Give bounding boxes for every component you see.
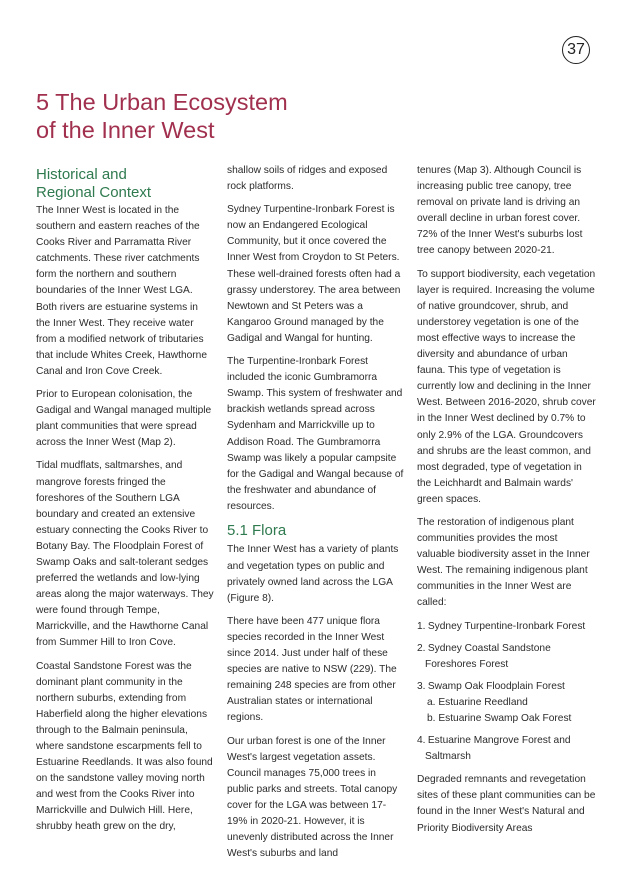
section-heading-line-2: Regional Context — [36, 183, 152, 201]
paragraph: Degraded remnants and revegetation sites of these plant communities can be found in the Inner West's Natural and Priority Biodiversity Areas — [417, 774, 596, 834]
paragraph: Our urban forest is one of the Inner West's largest vegetation assets. Council manages 75,000 trees in public parks and streets. Total canopy cover for the LGA was between 17-19% in 2020-21. However, it is unevenly distributed across the Inner West's suburbs and land — [227, 735, 398, 860]
list-number: 4. — [417, 735, 426, 747]
paragraph: To support biodiversity, each vegetation layer is required. Increasing the volume of native groundcover, shrub, and understorey vegetation is one of the most effective ways to increase the diversity and abundance of urban fauna. This type of vegetation is currently low and declining in the Inner West. Between 2016-2020, shrub cover in the Inner West declined by 0.7% to only 2.9% of the LGA. Groundcovers and shrubs are the least common, and most degraded, type of vegetation in the Leichhardt and Balmain wards' green spaces. — [417, 268, 596, 505]
list-number: 3. — [417, 680, 426, 692]
list-item — [417, 679, 597, 727]
column-2 — [227, 163, 405, 869]
list-item-text: Estuarine Mangrove Forest and — [427, 735, 571, 747]
paragraph: shallow soils of ridges and exposed rock platforms. — [227, 165, 388, 193]
chapter-title-line-1: 5 The Urban Ecosystem — [36, 89, 288, 115]
list-number: 2. — [417, 642, 426, 654]
paragraph: Coastal Sandstone Forest was the dominant plant community in the northern suburbs, extending from Haberfield along the higher elevations through to the Balmain peninsula, where sandstone escarpments fell to Estuarine Reedlands. It was also found on the sandstone valley moving north and west from the Cooks River into Marrickville and Dulwich Hill. Here, shrubby heath grew on the dry, — [36, 660, 213, 833]
chapter-title — [36, 88, 456, 144]
chapter-title-line-2: of the Inner West — [36, 117, 215, 143]
list-item-text-continued: Saltmarsh — [425, 751, 471, 763]
section-heading-historical — [36, 166, 214, 201]
paragraph: The restoration of indigenous plant communities provides the most valuable biodiversity asset in the Inner West. The remaining indigenous plant communities in the Inner West are called: — [417, 516, 590, 609]
column-1 — [36, 166, 214, 843]
list-number: 1. — [417, 620, 426, 632]
paragraph: tenures (Map 3). Although Council is increasing public tree canopy, tree removal on private land is driving an overall decline in urban forest cover. 72% of the Inner West's suburbs lost tree canopy between 2020-21. — [417, 165, 583, 257]
plant-community-list — [417, 619, 597, 766]
page-number: 37 — [562, 36, 590, 64]
paragraph: The Inner West has a variety of plants and vegetation types on public and privately owned land across the LGA (Figure 8). — [227, 544, 399, 604]
list-item-text: Sydney Coastal Sandstone — [427, 642, 551, 654]
paragraph: Sydney Turpentine-Ironbark Forest is now an Endangered Ecological Community, but it once covered the Inner West from Croydon to St Peters. These well-drained forests often had a grassy understorey. The area between Newtown and St Peters was a Kangaroo Ground managed by the Gadigal and Wangal for hunting. — [227, 204, 401, 344]
list-item — [417, 619, 597, 635]
section-heading-line-1: Historical and — [36, 166, 127, 183]
paragraph: The Turpentine-Ironbark Forest included the iconic Gumbramorra Swamp. This system of freshwater and brackish wetlands spread across Sydenham and Marrickville up to Addison Road. The Gumbramorra Swamp was likely a popular campsite for the Gadigal and Wangal because of the freshwater and abundance of resources. — [227, 356, 404, 512]
list-item-text: Sydney Turpentine-Ironbark Forest — [427, 620, 586, 632]
section-heading-flora: 5.1 Flora — [227, 521, 287, 539]
list-item — [417, 641, 597, 673]
paragraph: Tidal mudflats, saltmarshes, and mangrove forests fringed the foreshores of the Southern LGA boundary and created an extensive estuary connecting the Cooks River to Botany Bay. The Floodplain Forest of Swamp Oaks and salt-tolerant sedges preferred the wetlands and low-lying areas along the major waterways. They were found through Tempe, Marrickville, and the Hawthorne Canal from Summer Hill to Iron Cove. — [36, 460, 214, 649]
paragraph: There have been 477 unique flora species recorded in the Inner West since 2014. Just under half of these species are native to NSW (229). The remaining 248 species are from other Australian states or international regions. — [227, 615, 397, 724]
sub-list-item: b. Estuarine Swamp Oak Forest — [427, 713, 572, 724]
list-item-text-continued: Foreshores Forest — [425, 658, 509, 670]
column-3 — [417, 163, 597, 844]
sub-list-item: a. Estuarine Reedland — [427, 696, 528, 708]
paragraph: The Inner West is located in the southern and eastern reaches of the Cooks River and Parramatta River catchments. These river catchments form the northern and southern boundaries of the Inner West LGA. Both rivers are estuarine systems in the Inner West. They receive water from a modified network of tributaries that include Whites Creek, Hawthorne Canal and Iron Cove Creek. — [36, 205, 208, 377]
list-item-text: Swamp Oak Floodplain Forest — [427, 680, 565, 692]
list-item — [417, 733, 597, 765]
paragraph: Prior to European colonisation, the Gadigal and Wangal managed multiple plant communities that were spread across the Inner West (Map 2). — [36, 389, 212, 449]
